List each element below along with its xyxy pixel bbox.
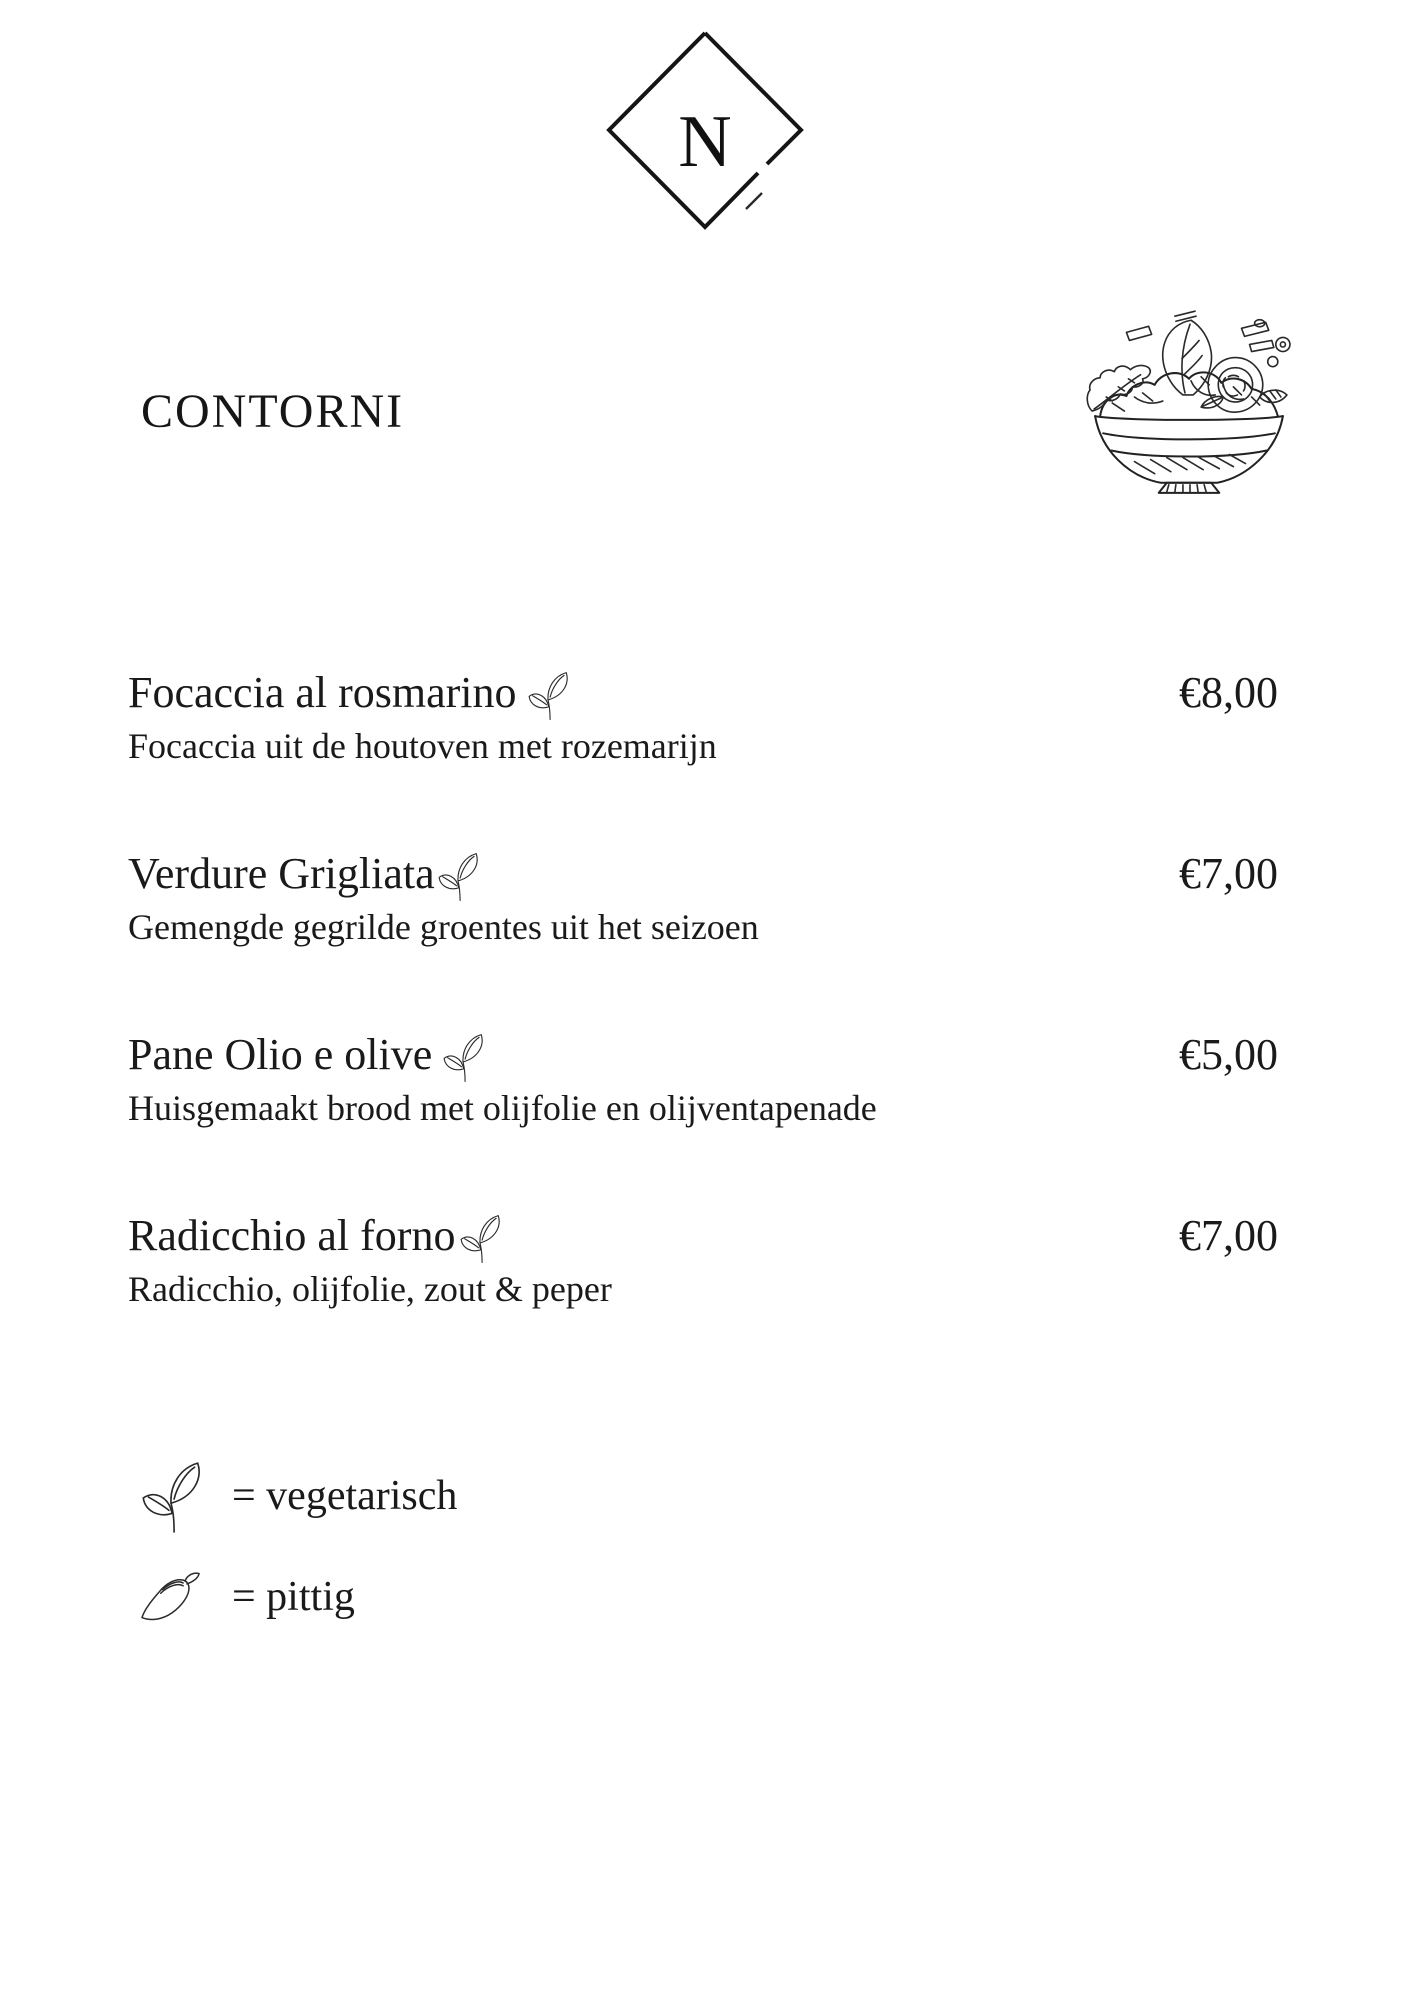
item-description: Focaccia uit de houtoven met rozemarijn bbox=[128, 726, 717, 766]
item-name: Verdure Grigliata bbox=[128, 849, 435, 898]
legend-label-spicy: = pittig bbox=[232, 1573, 355, 1620]
item-name: Radicchio al forno bbox=[128, 1211, 456, 1260]
menu-item bbox=[128, 836, 1278, 950]
item-price: €7,00 bbox=[1179, 849, 1278, 898]
salad-bowl-icon bbox=[1082, 303, 1296, 499]
vegetarian-sprout-icon bbox=[437, 850, 479, 902]
logo-letter: N bbox=[678, 101, 732, 183]
sprout-icon bbox=[128, 1458, 214, 1534]
vegetarian-sprout-icon bbox=[459, 1212, 501, 1264]
legend-row-vegetarian bbox=[128, 1458, 457, 1534]
chili-icon bbox=[128, 1568, 214, 1626]
diamond-logo-icon bbox=[594, 26, 816, 238]
item-price: €5,00 bbox=[1179, 1030, 1278, 1079]
legend bbox=[128, 1458, 457, 1660]
item-price: €8,00 bbox=[1179, 668, 1278, 717]
item-name: Focaccia al rosmarino bbox=[128, 668, 517, 717]
menu-item bbox=[128, 1198, 1278, 1312]
menu-item-list bbox=[128, 655, 1278, 1379]
item-price: €7,00 bbox=[1179, 1211, 1278, 1260]
vegetarian-sprout-icon bbox=[442, 1031, 484, 1083]
section-title: CONTORNI bbox=[141, 385, 405, 438]
menu-item bbox=[128, 1017, 1278, 1131]
item-description: Radicchio, olijfolie, zout & peper bbox=[128, 1269, 612, 1309]
menu-item bbox=[128, 655, 1278, 769]
restaurant-logo bbox=[594, 26, 816, 238]
item-description: Huisgemaakt brood met olijfolie en olijventapenade bbox=[128, 1088, 877, 1128]
legend-label-vegetarian: = vegetarisch bbox=[232, 1472, 458, 1519]
legend-row-spicy bbox=[128, 1568, 457, 1626]
item-description: Gemengde gegrilde groentes uit het seizoen bbox=[128, 907, 759, 947]
vegetarian-sprout-icon bbox=[527, 669, 569, 721]
item-name: Pane Olio e olive bbox=[128, 1030, 433, 1079]
